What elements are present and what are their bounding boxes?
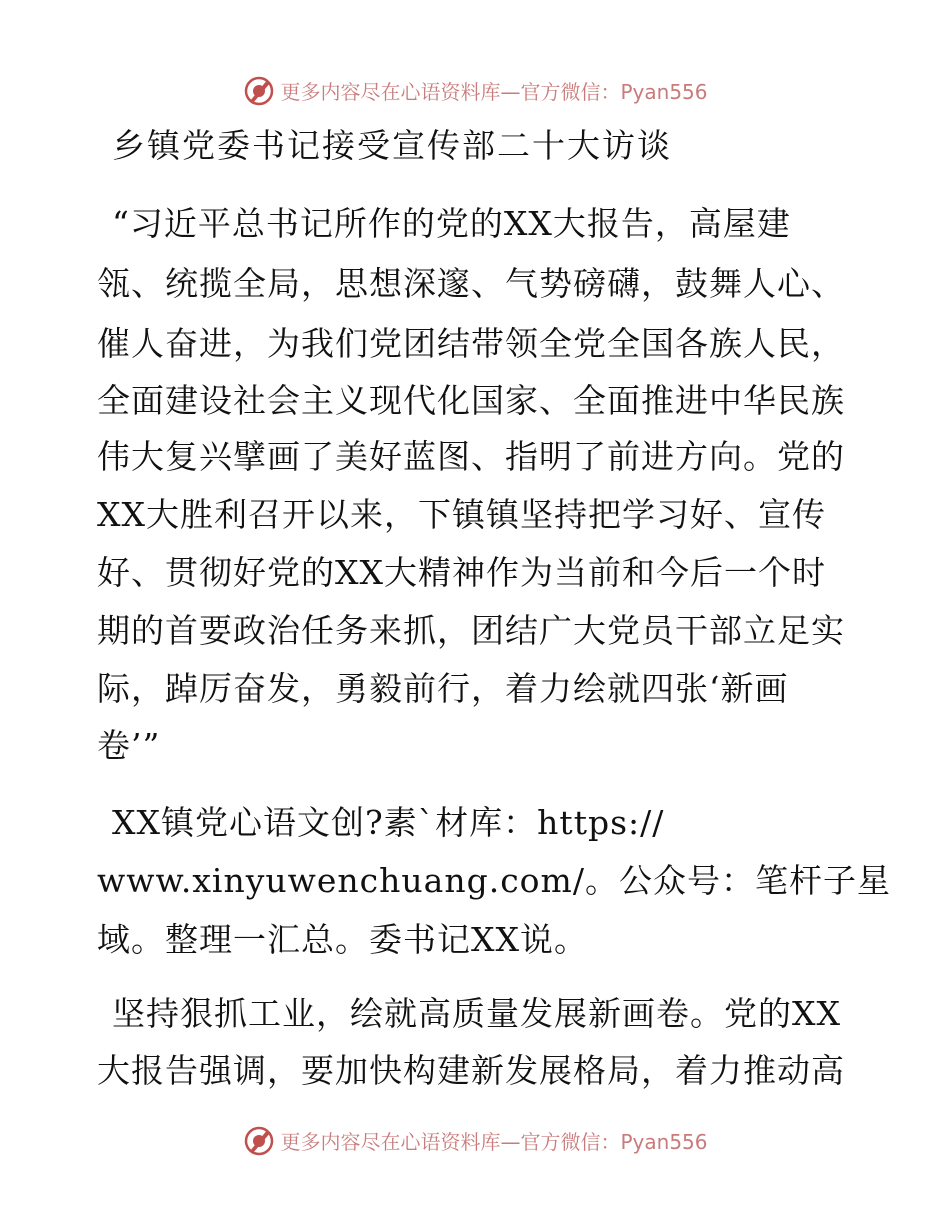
quill-logo-icon [242,1123,276,1157]
text-line: 大报告强调，要加快构建新发展格局，着力推动高 [97,1051,845,1090]
text-line: 催人奋进，为我们党团结带领全党全国各族人民， [97,324,845,363]
text-line: 期的首要政治任务来抓，团结广大党员干部立足实 [97,611,845,650]
watermark-header [0,70,950,110]
watermark-wechat-id: Pyan556 [620,79,708,104]
text-line: 伟大复兴擘画了美好蓝图、指明了前进方向。党的 [97,437,845,476]
watermark-footer [0,1120,950,1160]
text-line: “习近平总书记所作的党的XX大报告，高屋建 [112,204,791,243]
text-line: 际，踔厉奋发，勇毅前行，着力绘就四张‘新画 [97,669,789,708]
page-title: 乡镇党委书记接受宣传部二十大访谈 [112,126,672,165]
text-line: XX大胜利召开以来，下镇镇坚持把学习好、宣传 [97,495,826,534]
text-line: 好、贯彻好党的XX大精神作为当前和今后一个时 [97,553,826,592]
watermark-text: 更多内容尽在心语资料库—官方微信： [280,1129,621,1154]
text-line: 瓴、统揽全局，思想深邃、气势磅礴，鼓舞人心、 [97,264,845,303]
watermark-wechat-id: Pyan556 [620,1129,708,1154]
text-line: 全面建设社会主义现代化国家、全面推进中华民族 [97,381,845,420]
text-line: XX镇党心语文创?素`材库：https:// [112,803,665,842]
quill-logo-icon [242,73,276,107]
text-line: 域。整理一汇总。委书记XX说。 [97,920,588,959]
text-line: 坚持狠抓工业，绘就高质量发展新画卷。党的XX [112,994,841,1033]
watermark-text: 更多内容尽在心语资料库—官方微信： [280,79,621,104]
text-line: 卷’” [97,726,161,765]
text-line: www.xinyuwenchuang.com/。公众号：笔杆子星 [97,861,891,900]
